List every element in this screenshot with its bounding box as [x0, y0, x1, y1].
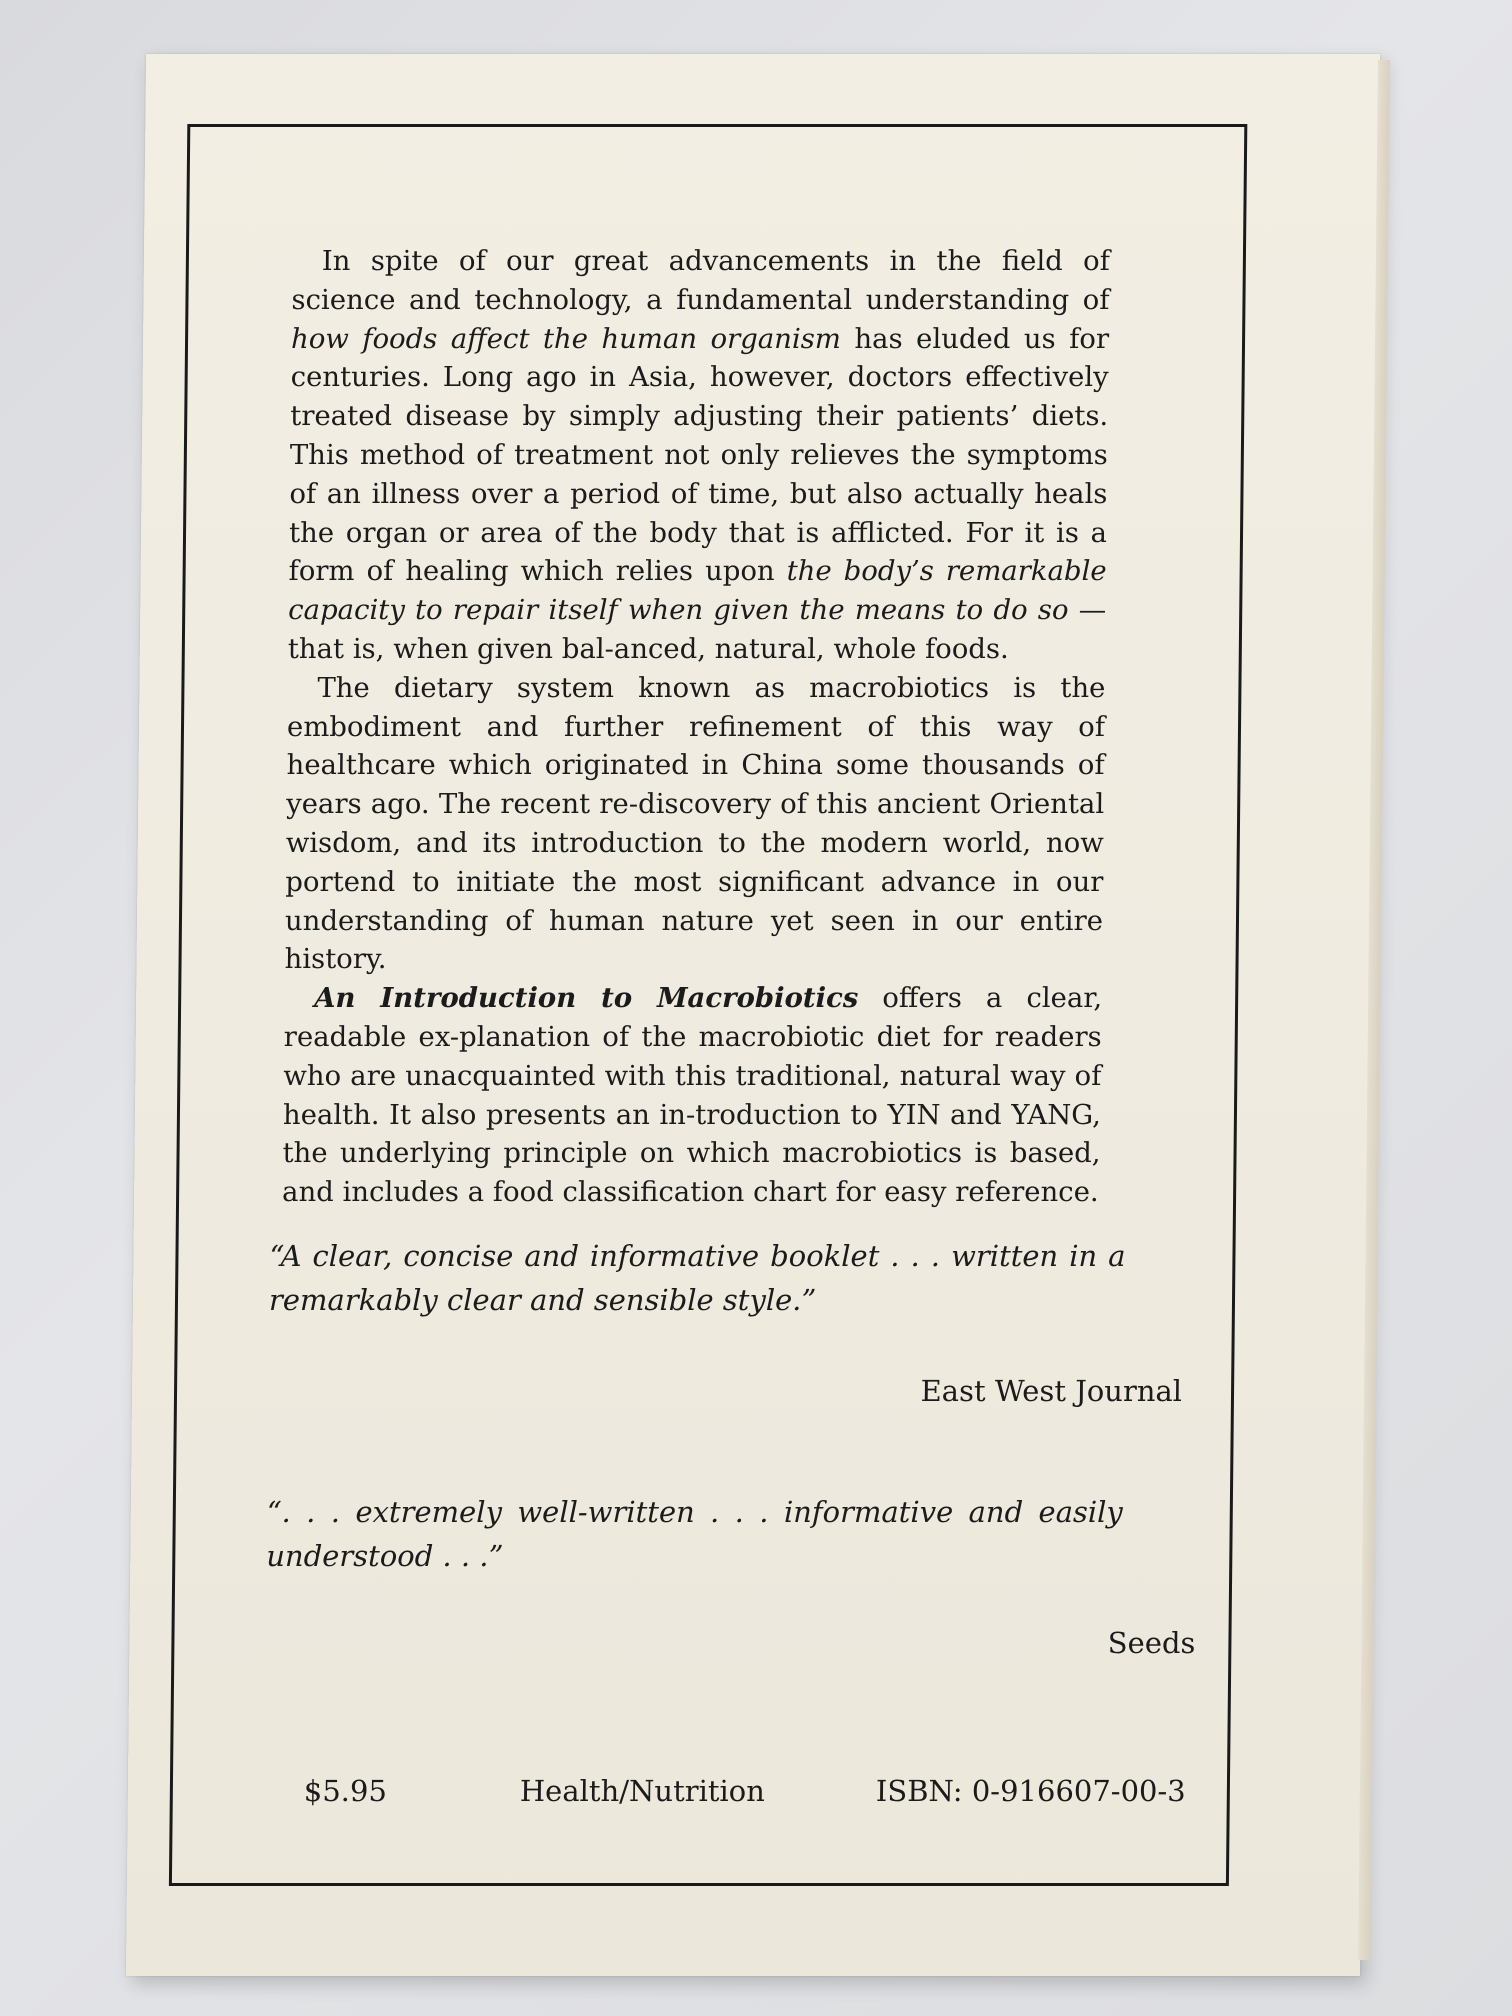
blurb-p1-part3: has eluded us for centuries. Long ago in Asia, however, doctors effectively treated disease by simply adjusting their patients’ diets. This method of treatment not only relieves the symptoms of an illness over a period of time, but also actually heals the organ or area of the body that is afflicted. For it is a form of healing which relies upon: [288, 322, 1110, 588]
category-label: Health/Nutrition: [519, 1774, 766, 1808]
isbn-label: ISBN: 0-916607-00-3: [875, 1774, 1186, 1808]
price-label: $5.95: [303, 1774, 388, 1808]
blurb-text: [282, 242, 1110, 1212]
blurb-p1-part2: how foods affect the human organism: [290, 322, 842, 355]
book-back-cover: [126, 54, 1380, 1976]
review-source-1: East West Journal: [920, 1374, 1183, 1408]
blurb-p1-part4: the body’s remarkable capacity to repair itself when given the means to do so: [288, 555, 1107, 627]
review-quote-2: “. . . extremely well-written . . . informative and easily understood . . .”: [266, 1495, 1123, 1573]
blurb-paragraph-3: [282, 979, 1102, 1212]
blurb-paragraph-1: [288, 242, 1110, 669]
blurb-p2-part1: The dietary system known as macrobiotics is the embodiment and further refinement of this way of healthcare which originated in China some thousands of years ago. The recent re-discovery of this ancient Oriental wisdom, and its introduction to the modern world, now portend to initiate the most significant advance in our understanding of human nature yet seen in our entire history.: [284, 671, 1106, 976]
review-quote-1: “A clear, concise and informative booklet . . . written in a remarkably clear and sensible style.”: [268, 1239, 1126, 1317]
review-source-2: Seeds: [1107, 1626, 1196, 1660]
book-page-edge: [1358, 60, 1390, 1960]
blurb-p1-part5: — that is, when given bal-anced, natural, whole foods.: [287, 594, 1107, 665]
blurb-paragraph-2: [284, 669, 1105, 979]
book-title-reference: An Introduction to Macrobiotics: [314, 982, 859, 1015]
blurb-p3-part2: offers a clear, readable ex-planation of the macrobiotic diet for readers who are unacquainted with this traditional, natural way of health. It also presents an in-troduction to YIN and YANG, the underlying principle on which macrobiotics is based, and includes a food classification chart for easy reference.: [281, 982, 1103, 1209]
blurb-p1-part1: In spite of our great advancements in the field of science and technology, a fundamental understanding of: [291, 245, 1111, 316]
